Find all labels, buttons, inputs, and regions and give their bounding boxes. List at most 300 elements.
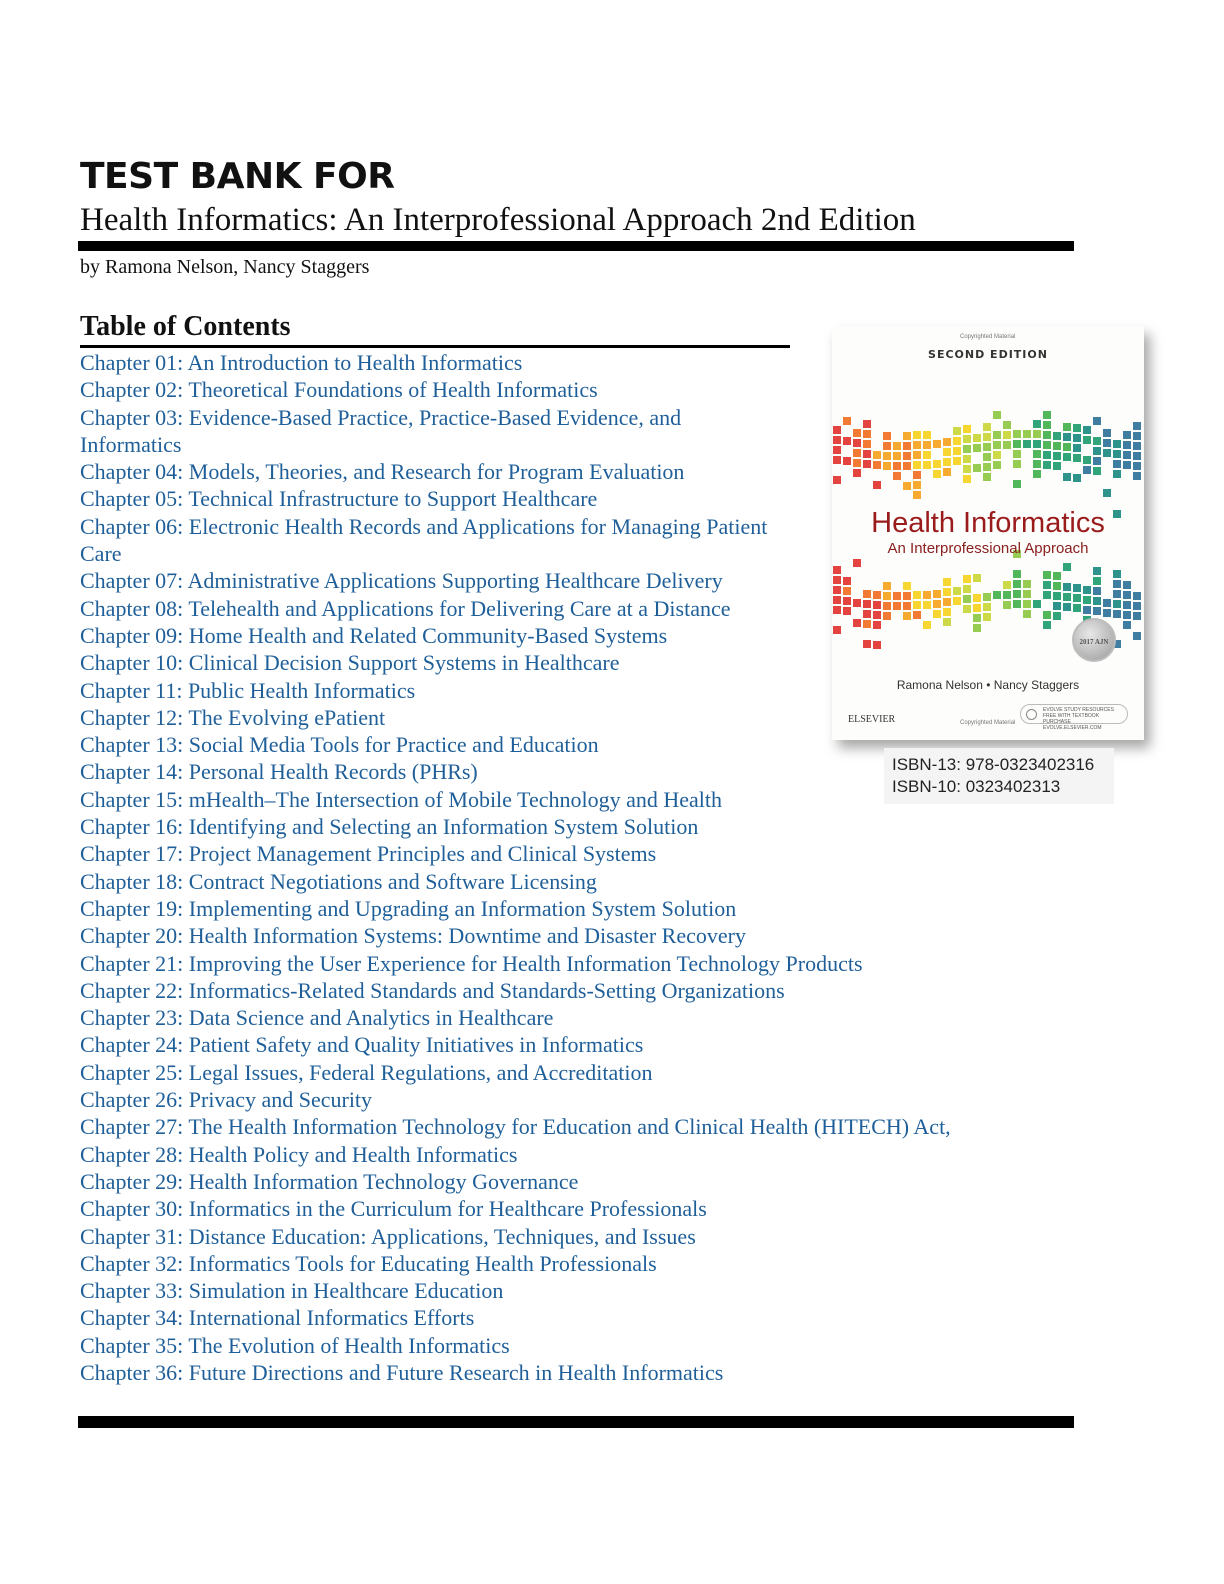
toc-chapter-item[interactable]: [80, 1059, 1040, 1086]
cover-pixel: [1103, 609, 1111, 617]
cover-pixel: [833, 626, 841, 634]
cover-pixel: [1123, 601, 1131, 609]
cover-pixel: [853, 469, 861, 477]
cover-pixel: [863, 600, 871, 608]
cover-pixel: [923, 461, 931, 469]
cover-pixel: [913, 471, 921, 479]
cover-pixel: [1033, 470, 1041, 478]
toc-chapter-item[interactable]: [80, 1250, 1040, 1277]
cover-pixel: [1043, 431, 1051, 439]
cover-pixel: [1003, 431, 1011, 439]
cover-pixel: [1083, 466, 1091, 474]
toc-chapter-link[interactable]: Chapter 04: Models, Theories, and Research for Program Evaluation: [80, 459, 685, 485]
cover-pixel: [923, 601, 931, 609]
cover-copyright-bottom: Copyrighted Material: [960, 720, 1016, 726]
toc-chapter-item[interactable]: [80, 1223, 1040, 1250]
cover-pixel: [913, 601, 921, 609]
cover-pixel: [1113, 600, 1121, 608]
cover-pixel: [913, 441, 921, 449]
cover-pixel: [1013, 570, 1021, 578]
cover-pixel: [1063, 443, 1071, 451]
cover-pixel: [1133, 592, 1141, 600]
cover-pixel: [983, 603, 991, 611]
toc-chapter-link[interactable]: Chapter 32: Informatics Tools for Educating Health Professionals: [80, 1250, 657, 1276]
cover-pixel: [873, 641, 881, 649]
cover-pixel: [853, 449, 861, 457]
toc-chapter-item[interactable]: [80, 1277, 1040, 1304]
cover-pixel: [833, 426, 841, 434]
toc-chapter-item[interactable]: [80, 977, 1040, 1004]
cover-pixel: [933, 600, 941, 608]
cover-pixel: [973, 444, 981, 452]
cover-pixel: [973, 624, 981, 632]
toc-chapter-link[interactable]: Chapter 23: Data Science and Analytics in Healthcare: [80, 1005, 554, 1031]
cover-pixel: [863, 610, 871, 618]
toc-chapter-link[interactable]: Chapter 28: Health Policy and Health Informatics: [80, 1141, 518, 1167]
cover-pixel: [1073, 444, 1081, 452]
cover-pixel: [1113, 470, 1121, 478]
cover-pixel: [993, 411, 1001, 419]
cover-pixel: [953, 427, 961, 435]
cover-pixel: [1043, 441, 1051, 449]
cover-pixel: [1133, 452, 1141, 460]
cover-pixel: [1053, 612, 1061, 620]
cover-pixel: [933, 610, 941, 618]
cover-pixel: [1133, 632, 1141, 640]
cover-pixel: [993, 461, 1001, 469]
toc-chapter-link[interactable]: Chapter 31: Distance Education: Applications, Techniques, and Issues: [80, 1223, 696, 1249]
cover-pixel: [1073, 454, 1081, 462]
toc-chapter-link[interactable]: Chapter 34: International Informatics Efforts: [80, 1305, 475, 1331]
cover-pixel: [1033, 600, 1041, 608]
cover-pixel: [1093, 607, 1101, 615]
toc-chapter-link[interactable]: Chapter 08: Telehealth and Applications for Delivering Care at a Distance: [80, 595, 731, 621]
cover-pixel: [853, 599, 861, 607]
cover-pixel: [1053, 432, 1061, 440]
toc-chapter-link[interactable]: Chapter 14: Personal Health Records (PHRs): [80, 759, 478, 785]
cover-pixel: [1133, 462, 1141, 470]
cover-pixel: [913, 461, 921, 469]
cover-pixel: [923, 431, 931, 439]
cover-pixel: [883, 612, 891, 620]
cover-pixel: [993, 431, 1001, 439]
toc-chapter-link[interactable]: Chapter 03: Evidence-Based Practice, Practice-Based Evidence, and Informatics: [80, 404, 682, 457]
cover-pixel: [963, 435, 971, 443]
cover-pixel: [903, 452, 911, 460]
cover-pixel: [1133, 432, 1141, 440]
toc-chapter-link[interactable]: Chapter 15: mHealth–The Intersection of Mobile Technology and Health: [80, 786, 722, 812]
isbn-box: [884, 748, 1114, 804]
cover-pixel: [1113, 580, 1121, 588]
toc-chapter-link[interactable]: Chapter 30: Informatics in the Curriculum for Healthcare Professionals: [80, 1196, 707, 1222]
cover-pixel: [983, 463, 991, 471]
toc-chapter-link[interactable]: Chapter 11: Public Health Informatics: [80, 677, 416, 703]
cover-authors: Ramona Nelson • Nancy Staggers: [896, 678, 1080, 692]
cover-pixel: [923, 621, 931, 629]
toc-chapter-item[interactable]: [80, 895, 1040, 922]
cover-pixel: [873, 591, 881, 599]
cover-pixel: [883, 432, 891, 440]
cover-pixel: [1083, 436, 1091, 444]
cover-copyright-top: Copyrighted Material: [960, 334, 1016, 340]
cover-pixel: [833, 576, 841, 584]
toc-chapter-link[interactable]: Chapter 27: The Health Information Technology for Education and Clinical Health (HITECH) Act,: [80, 1114, 951, 1140]
cover-pixel: [883, 592, 891, 600]
cover-pixel: [1093, 597, 1101, 605]
toc-chapter-item[interactable]: [80, 950, 1040, 977]
cover-pixel: [883, 442, 891, 450]
toc-chapter-item[interactable]: [80, 1141, 1040, 1168]
cover-pixel: [833, 436, 841, 444]
book-cover: [832, 326, 1144, 740]
cover-pixel: [1013, 460, 1021, 468]
cover-pixel: [963, 595, 971, 603]
cover-pixel: [1123, 441, 1131, 449]
toc-chapter-link[interactable]: Chapter 01: An Introduction to Health Informatics: [80, 350, 523, 375]
cover-title: Health Informatics: [871, 507, 1105, 539]
cover-pixel: [963, 445, 971, 453]
cover-pixel: [1093, 417, 1101, 425]
toc-heading: Table of Contents: [80, 311, 291, 342]
cover-pixel: [1043, 411, 1051, 419]
toc-chapter-link[interactable]: Chapter 06: Electronic Health Records and Applications for Managing Patient Care: [80, 513, 768, 567]
toc-chapter-item[interactable]: [80, 404, 770, 459]
toc-chapter-link[interactable]: Chapter 17: Project Management Principles and Clinical Systems: [80, 841, 657, 867]
cover-pixel: [1113, 590, 1121, 598]
cover-pixel: [833, 456, 841, 464]
cover-pixel: [893, 462, 901, 470]
cover-pixel: [1053, 452, 1061, 460]
cover-pixel: [873, 601, 881, 609]
toc-chapter-link[interactable]: Chapter 26: Privacy and Security: [80, 1087, 373, 1113]
cover-pixel: [983, 473, 991, 481]
cover-pixel: [923, 591, 931, 599]
cover-pixel: [1123, 621, 1131, 629]
cover-pixel: [853, 559, 861, 567]
cover-pixel: [1043, 421, 1051, 429]
cover-pixel: [993, 441, 1001, 449]
cover-pixel: [1093, 567, 1101, 575]
cover-pixel: [933, 440, 941, 448]
cover-pixel: [1073, 584, 1081, 592]
cover-pixel: [1063, 603, 1071, 611]
cover-pixel: [1043, 581, 1051, 589]
cover-pixel: [903, 592, 911, 600]
cover-pixel: [883, 452, 891, 460]
cover-pixel: [853, 619, 861, 627]
cover-pixel: [833, 596, 841, 604]
cover-pixel: [913, 491, 921, 499]
cover-pixel: [1013, 450, 1021, 458]
cover-pixel: [883, 582, 891, 590]
cover-pixel: [983, 453, 991, 461]
cover-pixel: [993, 451, 1001, 459]
cover-pixel: [1033, 450, 1041, 458]
cover-edition: SECOND EDITION: [928, 348, 1048, 361]
cover-pixel: [1023, 610, 1031, 618]
toc-chapter-link[interactable]: Chapter 33: Simulation in Healthcare Education: [80, 1278, 504, 1304]
cover-pixel: [1093, 447, 1101, 455]
top-divider: [78, 241, 1074, 251]
cover-pixel: [983, 433, 991, 441]
cover-pixel: [1073, 594, 1081, 602]
toc-chapter-link[interactable]: Chapter 13: Social Media Tools for Practice and Education: [80, 732, 599, 758]
cover-pixel: [973, 464, 981, 472]
cover-pixel: [913, 431, 921, 439]
cover-pixel: [973, 574, 981, 582]
evolve-badge: [1020, 704, 1128, 731]
toc-chapter-link[interactable]: Chapter 05: Technical Infrastructure to Support Healthcare: [80, 486, 598, 512]
cover-pixel: [873, 621, 881, 629]
cover-pixel: [963, 455, 971, 463]
cover-pixel: [943, 588, 951, 596]
toc-chapter-item[interactable]: [80, 1304, 1040, 1331]
cover-pixel: [1023, 430, 1031, 438]
cover-pixel: [953, 447, 961, 455]
toc-chapter-link[interactable]: Chapter 25: Legal Issues, Federal Regulations, and Accreditation: [80, 1059, 653, 1085]
cover-pixel: [863, 450, 871, 458]
toc-chapter-link[interactable]: Chapter 22: Informatics-Related Standards and Standards-Setting Organizations: [80, 977, 785, 1003]
toc-chapter-link[interactable]: Chapter 10: Clinical Decision Support Systems in Healthcare: [80, 650, 620, 676]
cover-pixel: [1093, 467, 1101, 475]
cover-pixel: [1073, 434, 1081, 442]
cover-pixel: [1033, 430, 1041, 438]
cover-pixel: [943, 608, 951, 616]
toc-chapter-item[interactable]: [80, 1031, 1040, 1058]
cover-pixel: [963, 585, 971, 593]
cover-pixel: [1133, 472, 1141, 480]
cover-pixel: [1053, 572, 1061, 580]
toc-chapter-link[interactable]: Chapter 19: Implementing and Upgrading an Information System Solution: [80, 895, 737, 921]
cover-pixel: [1043, 451, 1051, 459]
cover-pixel: [1003, 441, 1011, 449]
cover-pixel: [893, 592, 901, 600]
cover-pixel: [993, 591, 1001, 599]
cover-pixel: [1043, 611, 1051, 619]
cover-pixel: [943, 458, 951, 466]
cover-pixel: [833, 476, 841, 484]
cover-pixel: [1063, 583, 1071, 591]
toc-chapter-link[interactable]: Chapter 20: Health Information Systems: Downtime and Disaster Recovery: [80, 923, 746, 949]
bottom-divider: [78, 1416, 1074, 1428]
cover-pixel: [1023, 580, 1031, 588]
cover-pixel: [943, 578, 951, 586]
evolve-text: EVOLVE STUDY RESOURCES FREE WITH TEXTBOOK PURCHASE EVOLVE.ELSEVIER.COM: [1043, 707, 1114, 731]
cover-pixel: [933, 470, 941, 478]
cover-pixel: [1103, 439, 1111, 447]
cover-pixel: [933, 590, 941, 598]
cover-pixel: [1133, 602, 1141, 610]
cover-pixel: [893, 472, 901, 480]
cover-pixel: [1063, 473, 1071, 481]
cover-pixel: [863, 620, 871, 628]
toc-chapter-item[interactable]: [80, 1168, 1040, 1195]
cover-pixel: [1123, 451, 1131, 459]
cover-pixel: [883, 462, 891, 470]
cover-pixel: [1113, 460, 1121, 468]
cover-pixel: [1093, 437, 1101, 445]
cover-pixel: [1113, 610, 1121, 618]
toc-chapter-item[interactable]: [80, 513, 770, 568]
cover-pixel: [843, 587, 851, 595]
cover-pixel: [1123, 431, 1131, 439]
toc-chapter-item[interactable]: [80, 840, 1040, 867]
cover-pixel: [1123, 591, 1131, 599]
cover-pixel: [1113, 450, 1121, 458]
cover-pixel: [903, 442, 911, 450]
cover-pixel: [1063, 453, 1071, 461]
isbn-13: ISBN-13: 978-0323402316: [892, 755, 1095, 774]
cover-pixel: [1023, 600, 1031, 608]
cover-pixel: [953, 437, 961, 445]
toc-chapter-item[interactable]: [80, 1086, 1040, 1113]
cover-pixel: [903, 432, 911, 440]
cover-pixel: [1033, 420, 1041, 428]
cover-pixel: [1093, 577, 1101, 585]
cover-pixel: [1063, 433, 1071, 441]
cover-pixel: [1023, 590, 1031, 598]
toc-chapter-item[interactable]: [80, 868, 1040, 895]
cover-pixel: [913, 611, 921, 619]
cover-pixel: [1043, 571, 1051, 579]
cover-pixel: [903, 462, 911, 470]
toc-chapter-link[interactable]: Chapter 24: Patient Safety and Quality Initiatives in Informatics: [80, 1032, 644, 1058]
toc-chapter-item[interactable]: [80, 1195, 1040, 1222]
cover-pixel: [953, 587, 961, 595]
cover-pixel: [1053, 462, 1061, 470]
cover-pixel: [913, 591, 921, 599]
cover-pixel: [1083, 426, 1091, 434]
cover-pixel: [963, 605, 971, 613]
cover-pixel: [833, 586, 841, 594]
cover-pixel: [1133, 442, 1141, 450]
toc-chapter-link[interactable]: Chapter 07: Administrative Applications Supporting Healthcare Delivery: [80, 568, 723, 594]
cover-pixel: [883, 602, 891, 610]
cover-pixel: [933, 460, 941, 468]
toc-chapter-link[interactable]: Chapter 12: The Evolving ePatient: [80, 704, 386, 730]
cover-pixel: [1013, 580, 1021, 588]
cover-pixel: [1103, 429, 1111, 437]
cover-pixel: [973, 604, 981, 612]
cover-pixel: [1073, 604, 1081, 612]
cover-pixel: [963, 575, 971, 583]
cover-pixel: [843, 417, 851, 425]
cover-pixel: [863, 430, 871, 438]
toc-chapter-item[interactable]: [80, 813, 1040, 840]
cover-pixel: [1043, 621, 1051, 629]
cover-pixel: [1043, 591, 1051, 599]
cover-pixel: [893, 442, 901, 450]
cover-pixel: [1003, 421, 1011, 429]
toc-chapter-item[interactable]: [80, 1113, 1040, 1140]
cover-pixel: [953, 597, 961, 605]
cover-pixel: [853, 429, 861, 437]
toc-chapter-item[interactable]: [80, 922, 1040, 949]
cover-pixel: [863, 440, 871, 448]
cover-publisher: ELSEVIER: [848, 714, 896, 725]
toc-chapter-link[interactable]: Chapter 16: Identifying and Selecting an Information System Solution: [80, 814, 699, 840]
cover-pixel: [983, 593, 991, 601]
cover-pixel: [1083, 606, 1091, 614]
cover-pixel: [983, 443, 991, 451]
cover-pixel: [953, 457, 961, 465]
toc-chapter-link[interactable]: Chapter 36: Future Directions and Future Research in Health Informatics: [80, 1359, 724, 1385]
cover-pixel: [833, 606, 841, 614]
cover-pixel: [1093, 457, 1101, 465]
cover-pixel: [973, 434, 981, 442]
cover-pixel: [1013, 590, 1021, 598]
cover-pixel: [843, 457, 851, 465]
toc-chapter-item[interactable]: [80, 1359, 1040, 1386]
cover-pixel: [983, 613, 991, 621]
cover-pixel: [1003, 591, 1011, 599]
toc-chapter-item[interactable]: [80, 1004, 1040, 1031]
cover-pixel: [1013, 600, 1021, 608]
cover-pixel: [1093, 587, 1101, 595]
cover-pixel: [973, 594, 981, 602]
cover-pixel: [1123, 611, 1131, 619]
cover-pixel: [843, 577, 851, 585]
cover-pixel: [903, 482, 911, 490]
cover-pixel: [913, 481, 921, 489]
cover-pixel: [863, 460, 871, 468]
toc-chapter-link[interactable]: Chapter 18: Contract Negotiations and Software Licensing: [80, 868, 597, 894]
cover-pixel: [1013, 480, 1021, 488]
cover-pixel: [1053, 592, 1061, 600]
cover-pixel: [1123, 581, 1131, 589]
toc-chapter-link[interactable]: Chapter 29: Health Information Technology Governance: [80, 1168, 579, 1194]
cover-pixel: [1053, 582, 1061, 590]
toc-chapter-link[interactable]: Chapter 35: The Evolution of Health Informatics: [80, 1332, 510, 1358]
cover-pixel: [903, 582, 911, 590]
cover-pixel: [1083, 456, 1091, 464]
cover-pixel: [1043, 461, 1051, 469]
cover-pixel: [983, 423, 991, 431]
cover-pixel: [843, 437, 851, 445]
cover-pixel: [943, 598, 951, 606]
cover-pixel: [1013, 430, 1021, 438]
cover-pixel: [893, 452, 901, 460]
toc-chapter-link[interactable]: Chapter 09: Home Health and Related Community-Based Systems: [80, 622, 668, 648]
cover-pixel: [1103, 489, 1111, 497]
cover-pixel: [923, 451, 931, 459]
cover-pixel: [873, 611, 881, 619]
cover-pixel: [833, 566, 841, 574]
cover-pixel: [1003, 601, 1011, 609]
book-title: Health Informatics: An Interprofessional Approach 2nd Edition: [80, 202, 916, 238]
toc-chapter-item[interactable]: [80, 1332, 1040, 1359]
cover-pixel: [923, 441, 931, 449]
toc-chapter-link[interactable]: Chapter 02: Theoretical Foundations of Health Informatics: [80, 377, 598, 403]
authors-line: by Ramona Nelson, Nancy Staggers: [80, 256, 370, 278]
award-seal: 2017 AJN: [1072, 618, 1116, 662]
cover-pixel: [973, 614, 981, 622]
cover-pixel: [853, 439, 861, 447]
cover-pixel: [1113, 570, 1121, 578]
cover-pixel: [1103, 599, 1111, 607]
cover-pixel: [1063, 423, 1071, 431]
cover-pixel: [943, 438, 951, 446]
cover-pixel: [833, 446, 841, 454]
cover-pixel: [1123, 461, 1131, 469]
toc-heading-underline: [80, 345, 790, 348]
cover-pixel: [1103, 449, 1111, 457]
toc-chapter-link[interactable]: Chapter 21: Improving the User Experience for Health Information Technology Products: [80, 950, 863, 976]
cover-pixel: [1063, 563, 1071, 571]
cover-subtitle: An Interprofessional Approach: [887, 540, 1089, 557]
cover-pixel: [1033, 440, 1041, 448]
cover-pixel: [853, 459, 861, 467]
